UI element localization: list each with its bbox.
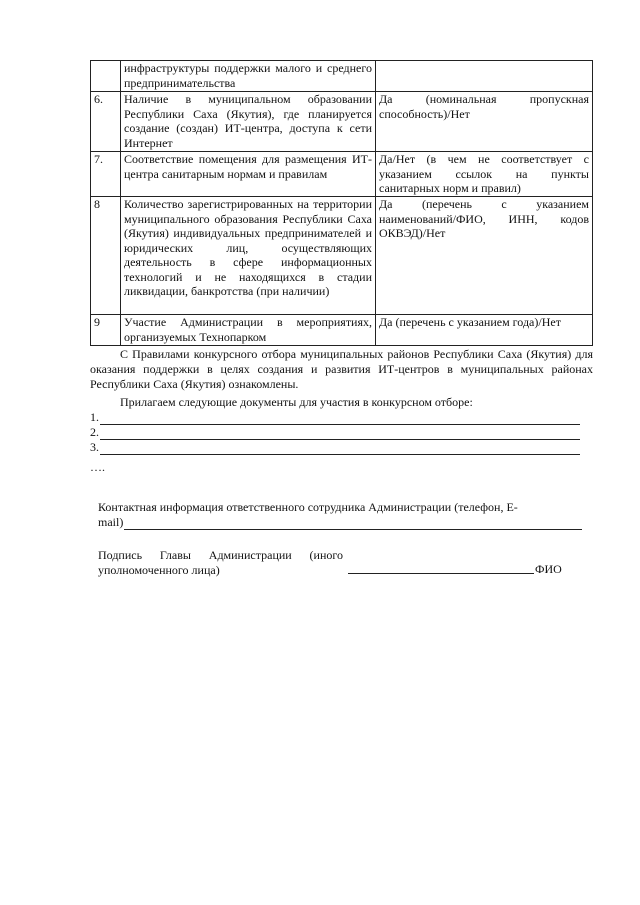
signature-label [98, 548, 343, 578]
table-row [91, 197, 593, 315]
table-row [91, 61, 593, 92]
row-answer: Да/Нет (в чем не соответствует с указанием ссылок на пункты санитарных норм и правил) [376, 152, 593, 197]
row-number: 7. [91, 152, 121, 197]
table-row [91, 92, 593, 152]
table-row [91, 315, 593, 346]
documents-intro-paragraph: Прилагаем следующие документы для участия в конкурсном отборе: [120, 395, 473, 409]
document-line[interactable] [90, 440, 580, 455]
document-line[interactable] [90, 410, 580, 425]
signature-label-line1: Подпись Главы Администрации (иного [98, 548, 343, 562]
row-number: 6. [91, 92, 121, 152]
row-answer [376, 61, 593, 92]
documents-intro [90, 395, 593, 410]
acknowledgement-text [90, 347, 593, 392]
row-criterion: Участие Администрации в мероприятиях, организуемых Технопарком [121, 315, 376, 346]
row-answer: Да (перечень с указанием наименований/ФИО, ИНН, кодов ОКВЭД)/Нет [376, 197, 593, 315]
document-line-blank[interactable] [100, 443, 580, 455]
contact-label: Контактная информация ответственного сотрудника Администрации (телефон, E- [98, 500, 518, 514]
row-criterion: Наличие в муниципальном образовании Республики Саха (Якутия), где планируется создание (создан) ИТ-центра, доступа к сети Интернет [121, 92, 376, 152]
list-ellipsis: …. [90, 460, 105, 474]
document-line[interactable] [90, 425, 580, 440]
row-number [91, 61, 121, 92]
row-criterion: Количество зарегистрированных на территории муниципального образования Республики Саха (Якутия) индивидуальных предпринимателей и юридических лиц, осуществляющих деятельность в сфере информационных технологий и не находящихся в стадии ликвидации, банкротства (при наличии) [121, 197, 376, 315]
row-answer: Да (перечень с указанием года)/Нет [376, 315, 593, 346]
document-line-number: 3. [90, 440, 99, 454]
document-line-blank[interactable] [100, 428, 580, 440]
table-row [91, 152, 593, 197]
contact-label-end: mail) [98, 515, 124, 529]
signature-fio-label: ФИО [535, 562, 562, 576]
acknowledgement-paragraph: С Правилами конкурсного отбора муниципальных районов Республики Саха (Якутия) для оказания поддержки в целях создания и развития ИТ-центров в муниципальных районах Республики Саха (Якутия) ознакомлены. [90, 347, 593, 391]
row-number: 8 [91, 197, 121, 315]
signature-label-line2: уполномоченного лица) [98, 563, 220, 577]
signature-blank[interactable] [348, 573, 534, 574]
contact-field-blank[interactable] [124, 518, 582, 530]
criteria-table [90, 60, 593, 346]
row-criterion: Соответствие помещения для размещения ИТ-центра санитарным нормам и правилам [121, 152, 376, 197]
document-line-blank[interactable] [100, 413, 580, 425]
document-line-number: 1. [90, 410, 99, 424]
row-answer: Да (номинальная пропускная способность)/Нет [376, 92, 593, 152]
document-line-number: 2. [90, 425, 99, 439]
contact-field-row[interactable] [98, 515, 582, 530]
row-criterion: инфраструктуры поддержки малого и среднего предпринимательства [121, 61, 376, 92]
row-number: 9 [91, 315, 121, 346]
documents-list [90, 410, 580, 455]
contact-info [98, 500, 582, 530]
